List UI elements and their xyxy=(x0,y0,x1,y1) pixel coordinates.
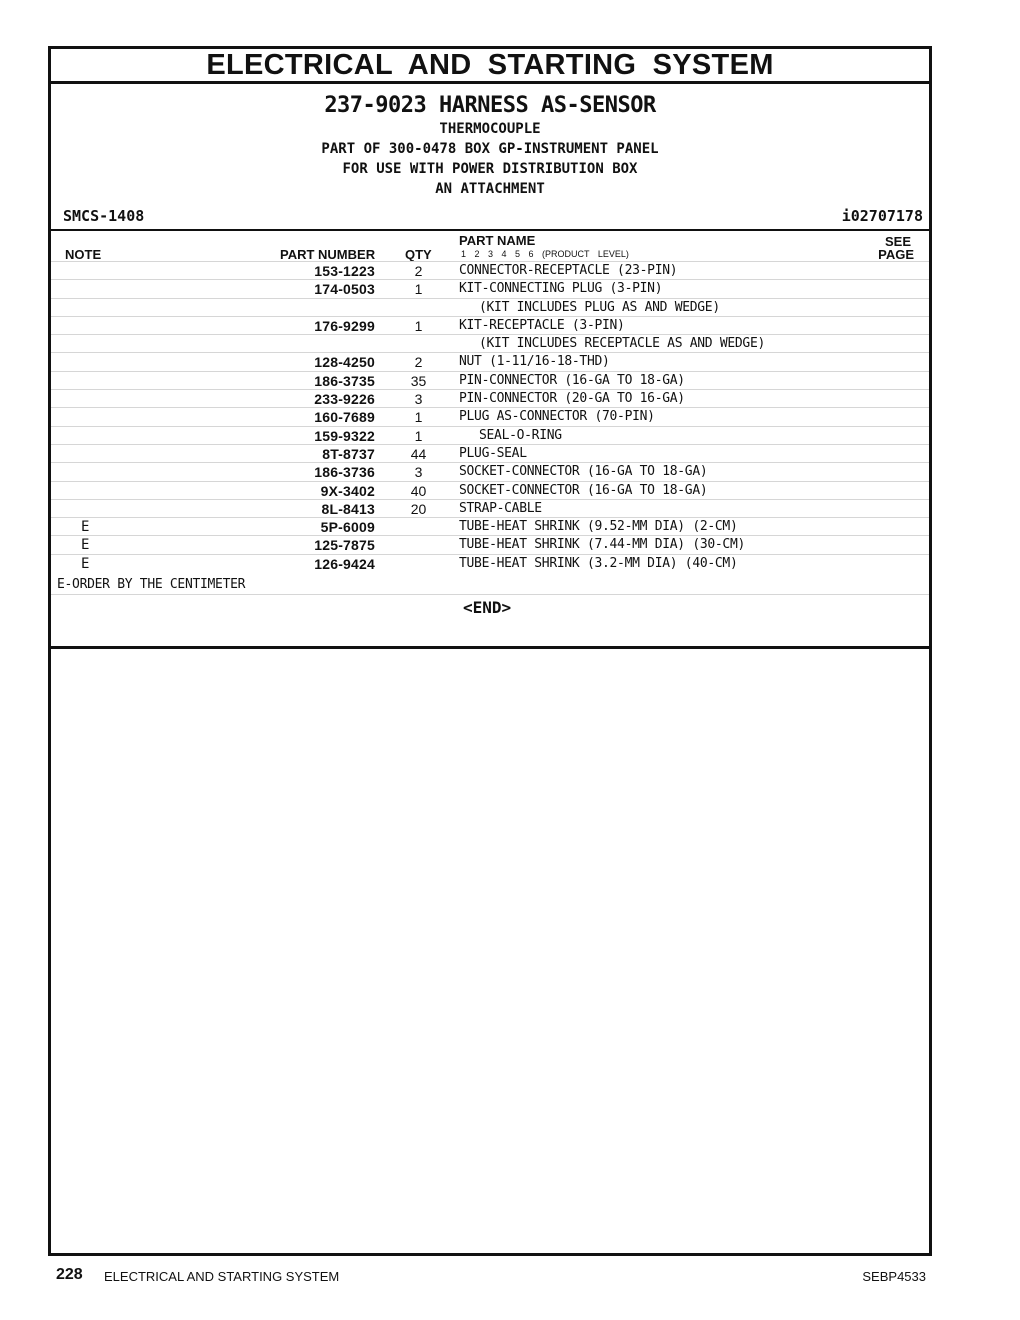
header-part-name: PART NAME xyxy=(459,233,536,248)
qty-cell: 44 xyxy=(410,445,427,462)
table-row xyxy=(51,444,929,462)
qty-cell: 1 xyxy=(414,317,423,334)
part-name-cell: CONNECTOR-RECEPTACLE (23-PIN) xyxy=(459,263,678,278)
table-row xyxy=(51,279,929,297)
part-number-cell: 126-9424 xyxy=(314,555,375,572)
table-row xyxy=(51,261,929,279)
parts-list-frame xyxy=(48,46,932,1256)
section-title: ELECTRICAL AND STARTING SYSTEM xyxy=(206,48,774,81)
part-name-cell: KIT-RECEPTACLE (3-PIN) xyxy=(459,317,625,333)
qty-cell: 3 xyxy=(414,464,423,481)
part-name-cell: STRAP-CABLE xyxy=(459,500,542,516)
section-divider xyxy=(51,646,929,649)
part-name-cell: (KIT INCLUDES PLUG AS AND WEDGE) xyxy=(479,299,720,315)
part-number-cell: 128-4250 xyxy=(314,354,375,371)
footnote: E-ORDER BY THE CENTIMETER xyxy=(57,577,246,592)
table-row xyxy=(51,481,929,499)
qty-cell: 35 xyxy=(410,372,427,389)
note-cell: E xyxy=(81,555,90,572)
qty-cell: 2 xyxy=(414,354,423,371)
part-number-cell: 159-9322 xyxy=(314,427,375,444)
table-row xyxy=(51,554,929,572)
part-number-cell: 5P-6009 xyxy=(320,519,375,536)
table-row xyxy=(51,407,929,425)
end-marker: <END> xyxy=(463,598,512,617)
part-number-cell: 8L-8413 xyxy=(321,500,375,517)
part-number-cell: 186-3735 xyxy=(314,372,375,389)
table-row xyxy=(51,462,929,480)
qty-cell: 20 xyxy=(410,500,427,517)
header-qty: QTY xyxy=(405,247,432,262)
subtitle-line: PART OF 300-0478 BOX GP-INSTRUMENT PANEL xyxy=(321,141,659,157)
group-title: 237-9023 HARNESS AS-SENSOR xyxy=(324,93,656,118)
subtitle-line: THERMOCOUPLE xyxy=(439,121,541,137)
qty-cell: 40 xyxy=(410,482,427,499)
header-note: NOTE xyxy=(65,247,102,262)
qty-cell: 1 xyxy=(414,427,423,444)
document-code: SEBP4533 xyxy=(862,1269,926,1284)
footer-section: ELECTRICAL AND STARTING SYSTEM xyxy=(104,1269,340,1284)
part-number-cell: 9X-3402 xyxy=(320,482,375,499)
qty-cell: 3 xyxy=(414,391,423,408)
part-name-cell: TUBE-HEAT SHRINK (3.2-MM DIA) (40-CM) xyxy=(459,555,738,571)
part-name-cell: KIT-CONNECTING PLUG (3-PIN) xyxy=(459,281,663,297)
header-see: SEE xyxy=(884,234,911,249)
part-name-cell: NUT (1-11/16-18-THD) xyxy=(459,354,610,370)
page-number: 228 xyxy=(56,1266,83,1283)
part-name-cell: TUBE-HEAT SHRINK (7.44-MM DIA) (30-CM) xyxy=(459,537,746,553)
table-row xyxy=(51,389,929,407)
page-footer xyxy=(0,1266,1020,1286)
part-name-cell: PIN-CONNECTOR (20-GA TO 16-GA) xyxy=(459,391,685,407)
part-name-cell: TUBE-HEAT SHRINK (9.52-MM DIA) (2-CM) xyxy=(459,519,738,535)
table-row xyxy=(51,517,929,535)
qty-cell: 1 xyxy=(414,281,423,298)
part-name-cell: PLUG AS-CONNECTOR (70-PIN) xyxy=(459,409,655,425)
part-name-cell: PLUG-SEAL xyxy=(459,445,527,461)
table-row xyxy=(51,535,929,553)
illustration-id: i02707178 xyxy=(841,207,923,225)
divider xyxy=(51,594,929,595)
part-number-cell: 125-7875 xyxy=(314,537,375,554)
part-number-cell: 174-0503 xyxy=(314,281,375,298)
table-row xyxy=(51,334,929,352)
part-number-cell: 233-9226 xyxy=(314,391,375,408)
table-row xyxy=(51,316,929,334)
subtitle-line: FOR USE WITH POWER DISTRIBUTION BOX xyxy=(342,161,638,177)
part-number-cell: 8T-8737 xyxy=(322,445,375,462)
header-product-levels: 1 2 3 4 5 6 (PRODUCT LEVEL) xyxy=(461,249,629,259)
parts-table xyxy=(51,261,929,572)
qty-cell: 1 xyxy=(414,409,423,426)
qty-cell: 2 xyxy=(414,263,423,279)
table-row xyxy=(51,352,929,370)
note-cell: E xyxy=(81,537,90,554)
header-part-number: PART NUMBER xyxy=(280,247,376,262)
part-name-cell: (KIT INCLUDES RECEPTACLE AS AND WEDGE) xyxy=(479,336,766,352)
table-row xyxy=(51,499,929,517)
note-cell: E xyxy=(81,519,90,536)
column-header xyxy=(51,229,929,261)
group-header xyxy=(51,87,929,199)
part-number-cell: 153-1223 xyxy=(314,263,375,279)
table-row xyxy=(51,426,929,444)
table-row xyxy=(51,371,929,389)
subtitle-line: AN ATTACHMENT xyxy=(435,181,545,197)
table-row xyxy=(51,298,929,316)
header-page: PAGE xyxy=(878,247,914,262)
part-number-cell: 160-7689 xyxy=(314,409,375,426)
part-number-cell: 186-3736 xyxy=(314,464,375,481)
part-name-cell: PIN-CONNECTOR (16-GA TO 18-GA) xyxy=(459,372,685,388)
part-number-cell: 176-9299 xyxy=(314,317,375,334)
part-name-cell: SOCKET-CONNECTOR (16-GA TO 18-GA) xyxy=(459,482,708,498)
smcs-code: SMCS-1408 xyxy=(63,207,145,225)
part-name-cell: SEAL-O-RING xyxy=(479,427,562,443)
section-title-bar xyxy=(51,49,929,84)
part-name-cell: SOCKET-CONNECTOR (16-GA TO 18-GA) xyxy=(459,464,708,480)
